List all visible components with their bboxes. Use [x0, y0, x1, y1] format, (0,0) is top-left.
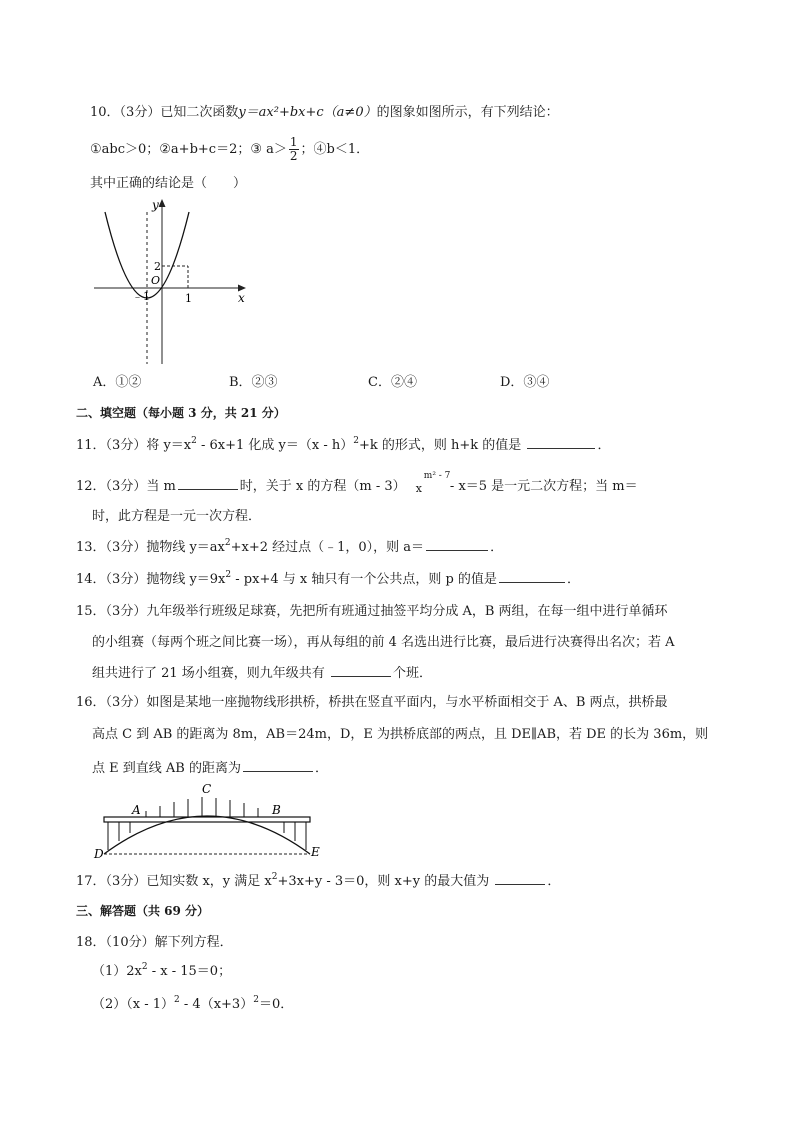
q15-answer-blank[interactable] — [331, 664, 391, 677]
label-C: C — [202, 782, 212, 796]
q16-line2: 高点 C 到 AB 的距离为 8m，AB＝24m，D，E 为拱桥底部的两点，且 DE∥AB，若 DE 的长为 36m，则 — [92, 727, 709, 742]
label-D: D — [94, 847, 104, 861]
q18-part1: $(1)2x^2 - x - 15=0$； — [92, 962, 232, 979]
q17: 17．（3分）已知实数 x，y 满足 $x^2+3x+y - 3=0$，则 x+y 的最大值为 ． — [76, 872, 561, 889]
label-E: E — [311, 845, 320, 859]
label-A: A — [132, 803, 141, 817]
q14-answer-blank[interactable] — [499, 570, 565, 583]
y-label: y — [152, 198, 159, 212]
q10-option-a[interactable]: A．①② — [93, 375, 142, 390]
minus-one-label: ﹣1 — [132, 290, 150, 303]
q10-option-b[interactable]: B．②③ — [229, 375, 278, 390]
q13-answer-blank[interactable] — [426, 538, 488, 551]
y-axis-arrow — [159, 199, 166, 207]
section-2-heading: 二、填空题（每小题 3 分，共 21 分） — [76, 406, 286, 420]
q16-bridge-figure — [92, 780, 324, 862]
origin-label: O — [151, 274, 161, 287]
q10-stem: 10．（3分）已知二次函数y＝ax²+bx+c（a≠0）的图象如图所示，有下列结论： — [90, 105, 559, 120]
q10-conclusions: ①abc＞0；②a+b+c＝2；③ a＞ $\frac{1}{2}$ ；④b＜1． — [90, 135, 370, 163]
q10-option-d[interactable]: D．③④ — [500, 375, 550, 390]
x-label: x — [238, 291, 245, 305]
q12-answer-blank-1[interactable] — [178, 477, 238, 490]
q11: 11．（3分）将 $y=x^2 - 6x+1$ 化成 y＝（x - h）$^2$+k 的形式，则 h+k 的值是 ． — [76, 436, 611, 453]
q12-line2: 时，此方程是一元一次方程． — [92, 509, 262, 524]
q15-line2: 的小组赛（每两个班之间比赛一场），再从每组的前 4 名选出进行比赛，最后进行决赛得出名次；若 A — [92, 635, 675, 650]
q12-line1: 12．（3分）当 m 时，关于 x 的方程（m - 3） x m² - 7 - x＝5 是一元二次方程；当 m＝ — [76, 471, 638, 495]
q14: 14．（3分）抛物线 $y=9x^2 - px+4$ 与 x 轴只有一个公共点，则 p 的值是 ． — [76, 570, 580, 587]
q15-line1: 15．（3分）九年级举行班级足球赛，先把所有班通过抽签平均分成 A，B 两组，在每一组中进行单循环 — [76, 604, 668, 619]
q17-answer-blank[interactable] — [495, 872, 545, 885]
q16-line3: 点 E 到直线 AB 的距离为 ． — [92, 761, 328, 776]
q10-ask: 其中正确的结论是（ ） — [90, 176, 247, 191]
q16-line1: 16．（3分）如图是某地一座抛物线形拱桥，桥拱在竖直平面内，与水平桥面相交于 A、B 两点，拱桥最 — [76, 695, 668, 710]
q10-option-c[interactable]: C．②④ — [368, 375, 417, 390]
q13: 13．（3分）抛物线 $y=ax^2+x+2$ 经过点（﹣1，0），则 a＝ ． — [76, 538, 504, 555]
bridge-deck — [104, 817, 310, 822]
label-B: B — [272, 803, 281, 817]
q11-answer-blank[interactable] — [527, 436, 595, 449]
q16-answer-blank[interactable] — [243, 759, 313, 772]
fraction-one-half: $\frac{1}{2}$ — [289, 135, 298, 163]
two-label: 2 — [154, 260, 161, 273]
section-3-heading: 三、解答题（共 69 分） — [76, 904, 210, 918]
q15-line3: 组共进行了 21 场小组赛，则九年级共有 个班． — [92, 666, 432, 681]
one-label: 1 — [185, 292, 192, 305]
q18-title: 18．（10分）解下列方程． — [76, 935, 233, 950]
q10-parabola-graph — [92, 196, 250, 366]
q18-part2: $(2)(x - 1)^2 - 4(x+3)^2=0$． — [92, 995, 294, 1012]
